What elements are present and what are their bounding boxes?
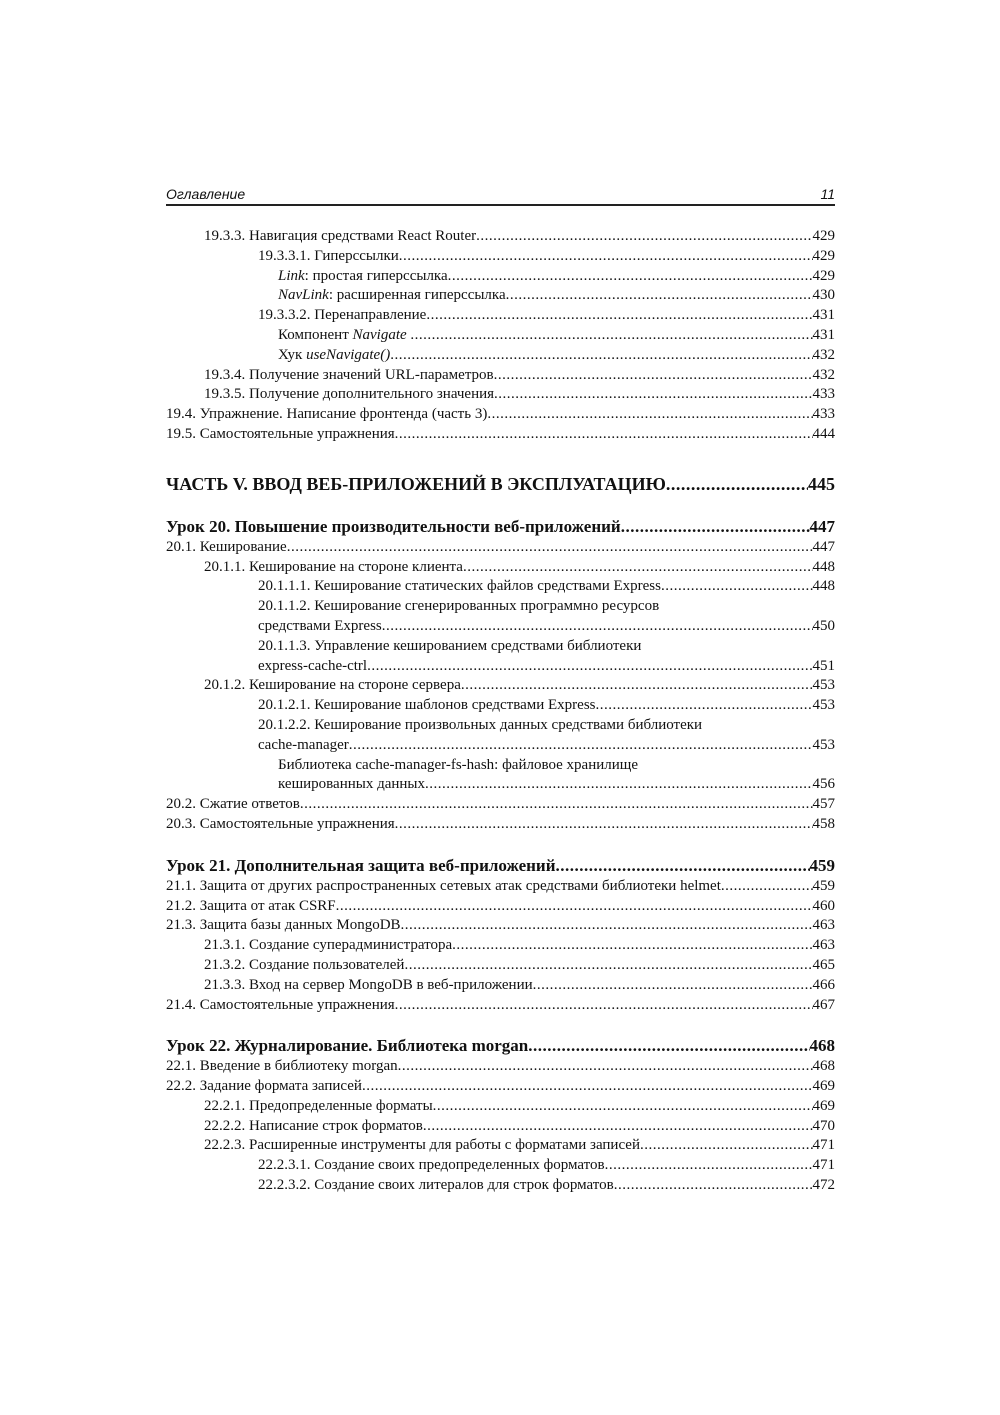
running-header xyxy=(166,184,835,206)
dot-leader xyxy=(605,1156,813,1176)
toc-entry-page: 470 xyxy=(812,1117,835,1134)
toc-entry-label: 21.4. Самостоятельные упражнения xyxy=(166,996,395,1013)
toc-entry-label: 21.3. Защита базы данных MongoDB xyxy=(166,917,401,934)
toc-entry[interactable] xyxy=(166,916,835,936)
toc-entry-label: 22.1. Введение в библиотеку morgan xyxy=(166,1058,398,1075)
dot-leader xyxy=(452,936,812,956)
dot-leader xyxy=(423,1117,813,1137)
toc-entry[interactable] xyxy=(166,326,835,346)
toc-entry[interactable] xyxy=(166,286,835,306)
dot-leader xyxy=(398,1057,813,1077)
dot-leader xyxy=(666,472,808,496)
toc-entry-page: 458 xyxy=(812,815,835,832)
dot-leader xyxy=(661,577,813,597)
toc-entry-label: 21.2. Защита от атак CSRF xyxy=(166,897,336,914)
toc-entry-label: 21.3.1. Создание суперадминистратора xyxy=(204,937,453,954)
dot-leader xyxy=(448,267,813,287)
dot-leader xyxy=(494,366,813,386)
dot-leader xyxy=(487,405,812,425)
toc-entry[interactable] xyxy=(166,676,835,696)
dot-leader xyxy=(401,916,813,936)
dot-leader xyxy=(621,516,810,538)
toc-entry-label: 20.2. Сжатие ответов xyxy=(166,796,300,813)
toc-entry-label: Link: простая гиперссылка xyxy=(278,267,448,284)
toc-entry[interactable] xyxy=(166,247,835,267)
toc-entry-page: 447 xyxy=(809,516,835,536)
toc-entry-page: 450 xyxy=(812,617,835,634)
dot-leader xyxy=(404,956,812,976)
toc-entry-page: 429 xyxy=(812,247,835,264)
toc-entry-label-continued: кешированных данных xyxy=(278,776,425,793)
toc-entry-page: 451 xyxy=(812,657,835,674)
toc-entry-page: 432 xyxy=(812,366,835,383)
toc-entry[interactable] xyxy=(166,657,835,677)
dot-leader xyxy=(395,425,813,445)
toc-entry-label: 20.1.1. Кеширование на стороне клиента xyxy=(204,558,463,575)
toc-entry-page: 429 xyxy=(812,228,835,244)
toc-lesson-heading[interactable] xyxy=(166,1035,835,1057)
toc-entry-page: 468 xyxy=(809,1036,835,1056)
toc-entry-page: 469 xyxy=(812,1078,835,1095)
toc-entry[interactable] xyxy=(166,1156,835,1176)
toc-entry[interactable] xyxy=(166,996,835,1016)
toc-entry[interactable] xyxy=(166,956,835,976)
toc-entry[interactable] xyxy=(166,1117,835,1137)
toc-entry-label: 20.3. Самостоятельные упражнения xyxy=(166,815,395,832)
dot-leader xyxy=(349,736,813,756)
toc-entry-label: Хук useNavigate() xyxy=(278,346,391,363)
dot-leader xyxy=(287,538,813,558)
toc-entry-label: 19.3.3. Навигация средствами React Router xyxy=(204,228,477,244)
toc-entry-page: 445 xyxy=(808,473,835,494)
toc-entry-label: 22.2.2. Написание строк форматов xyxy=(204,1117,423,1134)
dot-leader xyxy=(506,286,813,306)
toc-entry-label-continued: средствами Express xyxy=(258,617,382,634)
toc-entry-page: 459 xyxy=(812,877,835,894)
dot-leader xyxy=(556,855,810,877)
dot-leader xyxy=(336,897,813,917)
toc-entry-label: Урок 22. Журналирование. Библиотека morgan xyxy=(166,1036,529,1056)
toc-entry[interactable] xyxy=(166,897,835,917)
toc-entry-label: 22.2. Задание формата записей xyxy=(166,1078,362,1095)
toc-entry-label-continued: cache-manager xyxy=(258,736,349,753)
toc-entry[interactable] xyxy=(166,936,835,956)
toc-entry-label: NavLink: расширенная гиперссылка xyxy=(278,287,506,304)
toc-entry-page: 429 xyxy=(812,267,835,284)
toc-lesson-heading[interactable] xyxy=(166,516,835,538)
toc-entry-label: Урок 21. Дополнительная защита веб-приложений xyxy=(166,855,556,875)
toc-entry[interactable] xyxy=(166,227,835,247)
toc-entry-page: 444 xyxy=(812,425,835,442)
toc-entry-page: 472 xyxy=(812,1177,835,1194)
toc-entry-page: 466 xyxy=(812,976,835,993)
toc-entry-label: 22.2.1. Предопределенные форматы xyxy=(204,1097,433,1114)
toc-entry-page: 468 xyxy=(812,1058,835,1075)
toc-entry-label: 20.1.1.2. Кеширование сгенерированных программно ресурсов xyxy=(258,598,660,615)
toc-entry-page: 459 xyxy=(809,855,835,875)
toc-entry-page: 463 xyxy=(812,917,835,934)
toc-entry-page: 456 xyxy=(812,776,835,793)
toc-entry-label-continued: express-cache-ctrl xyxy=(258,657,368,674)
toc-entry-label: 22.2.3. Расширенные инструменты для работы с форматами записей xyxy=(204,1137,640,1154)
toc-entry-page: 453 xyxy=(812,677,835,694)
toc-entry-label: 19.3.5. Получение дополнительного значения xyxy=(204,386,495,403)
dot-leader xyxy=(533,976,813,996)
toc-entry-label: 22.2.3.2. Создание своих литералов для строк форматов xyxy=(258,1177,614,1194)
dot-leader xyxy=(461,676,813,696)
dot-leader xyxy=(410,326,812,346)
dot-leader xyxy=(390,346,812,366)
toc-entry-page: 457 xyxy=(812,796,835,813)
dot-leader xyxy=(721,877,813,897)
toc-entry[interactable] xyxy=(166,267,835,287)
dot-leader xyxy=(367,657,812,677)
toc-entry-label: Библиотека cache-manager-fs-hash: файловое хранилище xyxy=(278,756,638,773)
toc-entry[interactable] xyxy=(166,815,835,835)
toc-entry-label: 20.1. Кеширование xyxy=(166,538,287,555)
dot-leader xyxy=(528,1035,809,1057)
toc-entry-label: 19.4. Упражнение. Написание фронтенда (часть 3) xyxy=(166,406,488,423)
toc-entry-label: 21.1. Защита от других распространенных сетевых атак средствами библиотеки helmet xyxy=(166,877,721,894)
toc-entry[interactable] xyxy=(166,1176,835,1196)
toc-entry-page: 448 xyxy=(812,558,835,575)
dot-leader xyxy=(425,775,813,795)
toc-entry-page: 465 xyxy=(812,956,835,973)
toc-entry-label: 19.3.3.1. Гиперссылки xyxy=(258,247,399,264)
toc-entry[interactable] xyxy=(166,405,835,425)
toc-entry-label: 21.3.3. Вход на сервер MongoDB в веб-приложении xyxy=(204,976,533,993)
toc-entry-page: 432 xyxy=(812,346,835,363)
toc-entry-page: 448 xyxy=(812,578,835,595)
toc-entry-label: 20.1.1.1. Кеширование статических файлов средствами Express xyxy=(258,578,661,595)
dot-leader xyxy=(395,996,813,1016)
toc-entry[interactable] xyxy=(166,696,835,716)
toc-entry-label: 19.3.4. Получение значений URL-параметров xyxy=(204,366,494,383)
dot-leader xyxy=(494,385,812,405)
toc-entry-label: 20.1.2.2. Кеширование произвольных данных средствами библиотеки xyxy=(258,716,703,733)
toc-entry-page: 447 xyxy=(812,538,835,555)
toc-entry-page: 433 xyxy=(812,406,835,423)
toc-entry-page: 467 xyxy=(812,996,835,1013)
toc-entry[interactable] xyxy=(166,795,835,815)
dot-leader xyxy=(395,815,813,835)
dot-leader xyxy=(463,558,813,578)
toc-entry[interactable] xyxy=(166,558,835,578)
toc-entry[interactable] xyxy=(166,736,835,756)
dot-leader xyxy=(596,696,813,716)
toc-part-heading[interactable] xyxy=(166,472,835,496)
toc-entry[interactable] xyxy=(166,1077,835,1097)
toc-entry-label: 20.1.2.1. Кеширование шаблонов средствами Express xyxy=(258,697,596,714)
header-title: Оглавление xyxy=(166,186,246,202)
toc-entry-label: Компонент Navigate xyxy=(278,326,407,343)
toc-entry[interactable] xyxy=(166,306,835,326)
toc-entry-page: 453 xyxy=(812,736,835,753)
dot-leader xyxy=(399,247,813,267)
toc-entry-page: 431 xyxy=(812,326,835,343)
toc-entry[interactable] xyxy=(166,877,835,897)
table-of-contents xyxy=(166,227,835,1196)
toc-entry-page: 463 xyxy=(812,937,835,954)
toc-entry-page: 469 xyxy=(812,1097,835,1114)
toc-entry-page: 471 xyxy=(812,1137,835,1154)
toc-entry-label: 20.1.2. Кеширование на стороне сервера xyxy=(204,677,461,694)
toc-entry[interactable] xyxy=(166,425,835,445)
page-number: 11 xyxy=(820,186,835,202)
toc-entry[interactable] xyxy=(166,617,835,637)
toc-entry[interactable] xyxy=(166,1136,835,1156)
toc-entry-page: 471 xyxy=(812,1157,835,1174)
dot-leader xyxy=(614,1176,813,1196)
toc-entry[interactable] xyxy=(166,775,835,795)
toc-entry-label: 21.3.2. Создание пользователей xyxy=(204,956,405,973)
toc-entry-label: Урок 20. Повышение производительности веб-приложений xyxy=(166,516,621,536)
dot-leader xyxy=(382,617,813,637)
toc-entry[interactable] xyxy=(166,1057,835,1077)
toc-entry[interactable] xyxy=(166,346,835,366)
toc-entry-page: 460 xyxy=(812,897,835,914)
toc-entry[interactable] xyxy=(166,385,835,405)
dot-leader xyxy=(433,1097,813,1117)
toc-entry-page: 431 xyxy=(812,307,835,324)
toc-entry[interactable] xyxy=(166,577,835,597)
toc-entry-label: 19.3.3.2. Перенаправление xyxy=(258,307,427,324)
toc-entry-label: 22.2.3.1. Создание своих предопределенных форматов xyxy=(258,1157,605,1174)
dot-leader xyxy=(362,1077,813,1097)
toc-entry[interactable] xyxy=(166,976,835,996)
dot-leader xyxy=(426,306,812,326)
toc-entry-label: ЧАСТЬ V. ВВОД ВЕБ-ПРИЛОЖЕНИЙ В ЭКСПЛУАТАЦИЮ xyxy=(166,473,666,494)
toc-entry-label: 20.1.1.3. Управление кешированием средствами библиотеки xyxy=(258,637,642,654)
dot-leader xyxy=(300,795,813,815)
toc-entry-page: 430 xyxy=(812,287,835,304)
toc-entry-page: 433 xyxy=(812,386,835,403)
toc-entry-page: 453 xyxy=(812,697,835,714)
toc-entry[interactable] xyxy=(166,1097,835,1117)
dot-leader xyxy=(640,1136,813,1156)
toc-entry[interactable] xyxy=(166,538,835,558)
toc-entry[interactable] xyxy=(166,366,835,386)
toc-entry-label: 19.5. Самостоятельные упражнения xyxy=(166,425,395,442)
toc-lesson-heading[interactable] xyxy=(166,855,835,877)
dot-leader xyxy=(476,227,812,247)
